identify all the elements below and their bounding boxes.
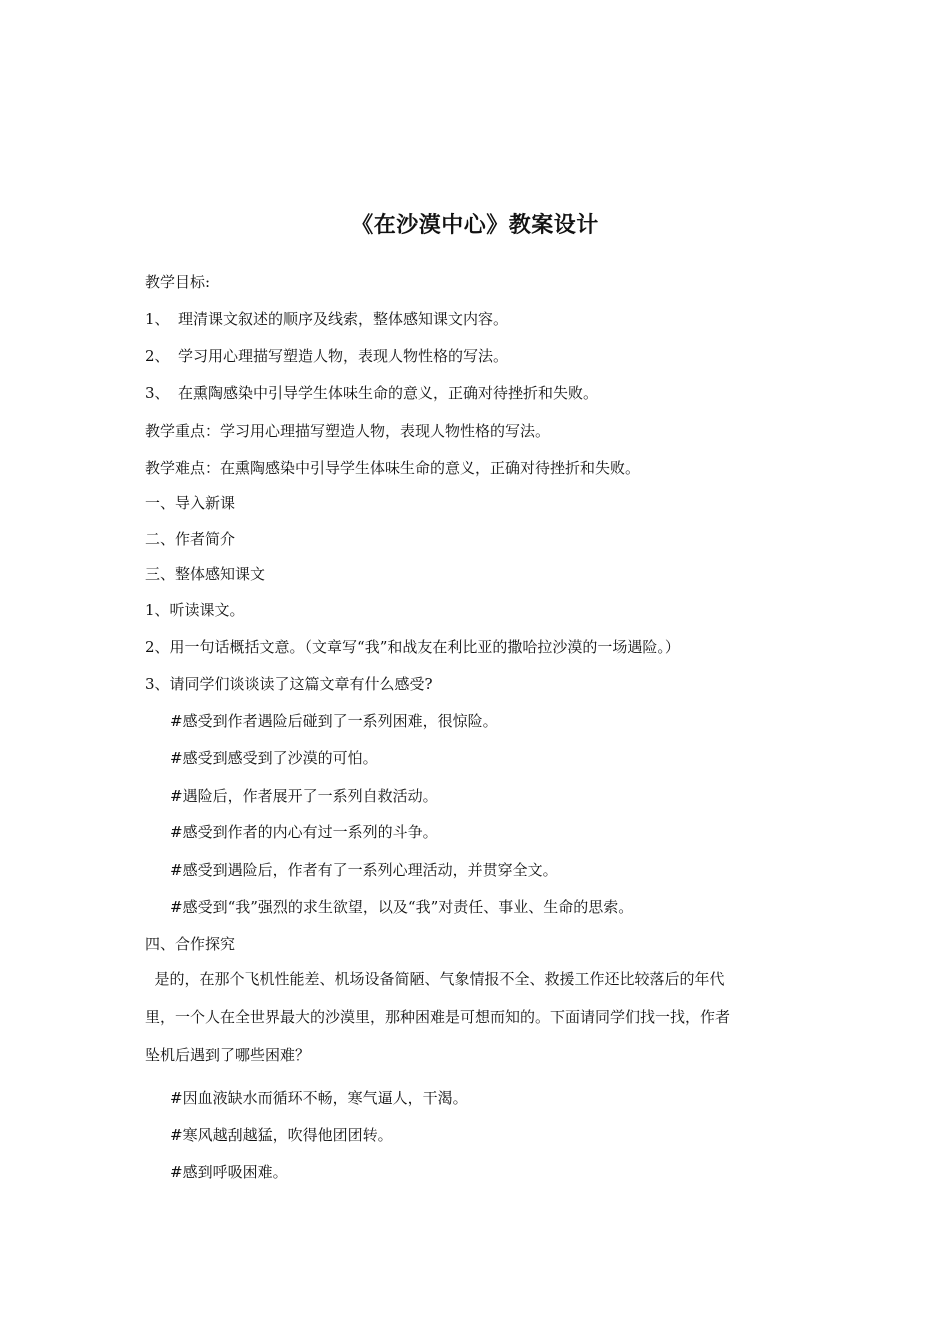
objective-item — [145, 309, 508, 329]
paragraph-line: 里，一个人在全世界最大的沙漠里，那种困难是可想而知的。下面请同学们找一找，作者 — [145, 1008, 731, 1026]
objective-number: 2、 — [145, 347, 170, 365]
feeling-item: #感受到感受到了沙漠的可怕。 — [170, 749, 378, 767]
difficulty-item: #感到呼吸困难。 — [170, 1163, 288, 1181]
section-heading: 三、整体感知课文 — [145, 565, 266, 583]
objective-text: 学习用心理描写塑造人物，表现人物性格的写法。 — [178, 347, 509, 365]
difficulty-item: #寒风越刮越猛，吹得他团团转。 — [170, 1126, 393, 1144]
difficulty-item: #因血液缺水而循环不畅，寒气逼人，干渴。 — [170, 1089, 468, 1107]
feeling-item: #感受到作者遇险后碰到了一系列困难，很惊险。 — [170, 712, 498, 730]
section-heading: 一、导入新课 — [145, 494, 236, 512]
step-item: 1、听读课文。 — [145, 601, 245, 619]
paragraph-line: 坠机后遇到了哪些困难？ — [145, 1046, 311, 1064]
section-heading: 四、合作探究 — [145, 935, 236, 953]
key-point: 教学重点：学习用心理描写塑造人物，表现人物性格的写法。 — [145, 422, 551, 440]
body-paragraph — [145, 969, 805, 1083]
feeling-item: #遇险后，作者展开了一系列自救活动。 — [170, 787, 438, 805]
feeling-item: #感受到作者的内心有过一系列的斗争。 — [170, 823, 438, 841]
difficulty: 教学难点：在熏陶感染中引导学生体味生命的意义，正确对待挫折和失败。 — [145, 459, 641, 477]
objective-item — [145, 383, 598, 403]
section-heading: 二、作者简介 — [145, 530, 236, 548]
feeling-item: #感受到“我”强烈的求生欲望，以及“我”对责任、事业、生命的思索。 — [170, 898, 634, 916]
objective-number: 1、 — [145, 310, 170, 328]
step-item: 2、用一句话概括文意。（文章写“我”和战友在利比亚的撒哈拉沙漠的一场遇险。） — [145, 638, 680, 656]
objective-number: 3、 — [145, 384, 170, 402]
objectives-heading: 教学目标: — [145, 273, 211, 291]
objective-text: 在熏陶感染中引导学生体味生命的意义，正确对待挫折和失败。 — [178, 384, 599, 402]
objective-text: 理清课文叙述的顺序及线索，整体感知课文内容。 — [178, 310, 509, 328]
step-item: 3、请同学们谈谈读了这篇文章有什么感受? — [145, 675, 433, 693]
feeling-item: #感受到遇险后，作者有了一系列心理活动，并贯穿全文。 — [170, 861, 558, 879]
objective-item — [145, 346, 508, 366]
document-title: 《在沙漠中心》教案设计 — [351, 212, 599, 238]
paragraph-line: 是的，在那个飞机性能差、机场设备简陋、气象情报不全、救援工作还比较落后的年代 — [145, 970, 725, 988]
